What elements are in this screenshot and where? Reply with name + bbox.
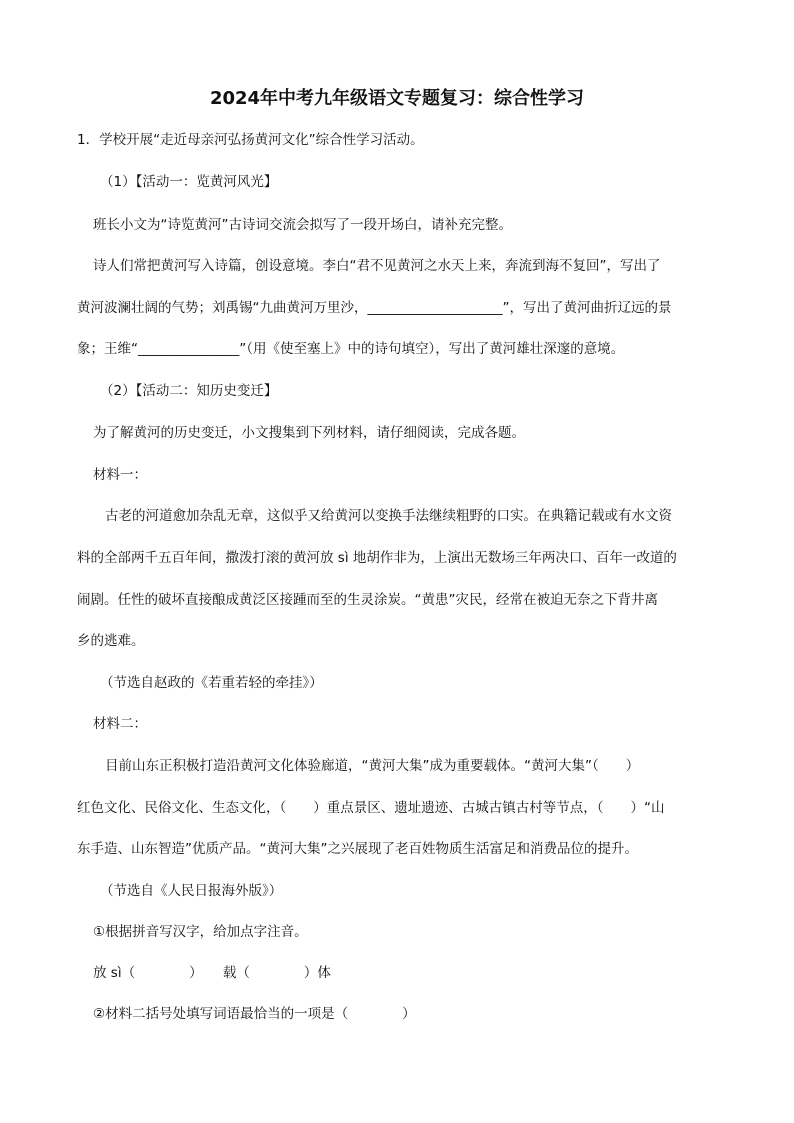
activity-2-task: 为了解黄河的历史变迁，小文搜集到下列材料，请仔细阅读，完成各题。	[93, 425, 525, 441]
subquestion-1: ①根据拼音写汉字，给加点字注音。	[93, 924, 308, 940]
material-2-line: 红色文化、民俗文化、生态文化，（ ）重点景区、遗址遗迹、古城古镇古村等节点，（ ）“山	[77, 800, 665, 816]
page-title: 2024年中考九年级语文专题复习：综合性学习	[209, 88, 585, 109]
material-1-source: （节选自赵政的《若重若轻的牵挂》）	[100, 675, 323, 691]
activity-2-heading: （2）【活动二：知历史变迁】	[100, 383, 278, 399]
subquestion-2: ②材料二括号处填写词语最恰当的一项是（ ）	[93, 1006, 416, 1022]
material-2-label: 材料二：	[93, 716, 147, 732]
material-2-line: 东手造、山东智造”优质产品。“黄河大集”之兴展现了老百姓物质生活富足和消费品位的提升。	[77, 841, 638, 857]
material-2-line: 目前山东正积极打造沿黄河文化体验廊道，“黄河大集”成为重要载体。“黄河大集”（ ）	[105, 758, 640, 774]
material-1-line: 古老的河道愈加杂乱无章，这似乎又给黄河以变换手法继续粗野的口实。在典籍记载或有水文资	[105, 508, 672, 524]
material-1-line: 料的全部两千五百年间，撒泼打滚的黄河放 sì 地胡作非为，上演出无数场三年两决口、百年一改道的	[77, 550, 677, 566]
paragraph-line: 诗人们常把黄河写入诗篇，创设意境。李白“君不见黄河之水天上来，奔流到海不复回”，写出了	[93, 258, 661, 274]
question-1-intro: 1．学校开展“走近母亲河弘扬黄河文化”综合性学习活动。	[77, 132, 424, 148]
subquestion-1-blanks: 放 sì（ ） 载（ ）体	[93, 965, 331, 981]
material-1-line: 闹剧。任性的破坏直接酿成黄泛区接踵而至的生灵涂炭。“黄患”灾民，经常在被迫无奈之下背井离	[77, 592, 658, 608]
material-1-label: 材料一：	[93, 467, 147, 483]
activity-1-heading: （1）【活动一：览黄河风光】	[100, 174, 278, 190]
paragraph-line: 黄河波澜壮阔的气势；刘禹锡“九曲黄河万里沙，____________________”，写出了黄河曲折辽远的景	[77, 300, 672, 316]
paragraph-line: 象；王维“_______________”（用《使至塞上》中的诗句填空），写出了黄河雄壮深邃的意境。	[77, 341, 625, 357]
material-1-line: 乡的逃难。	[77, 633, 145, 649]
material-2-source: （节选自《人民日报海外版》）	[100, 883, 283, 899]
activity-1-task: 班长小文为“诗览黄河”古诗词交流会拟写了一段开场白，请补充完整。	[93, 217, 512, 233]
